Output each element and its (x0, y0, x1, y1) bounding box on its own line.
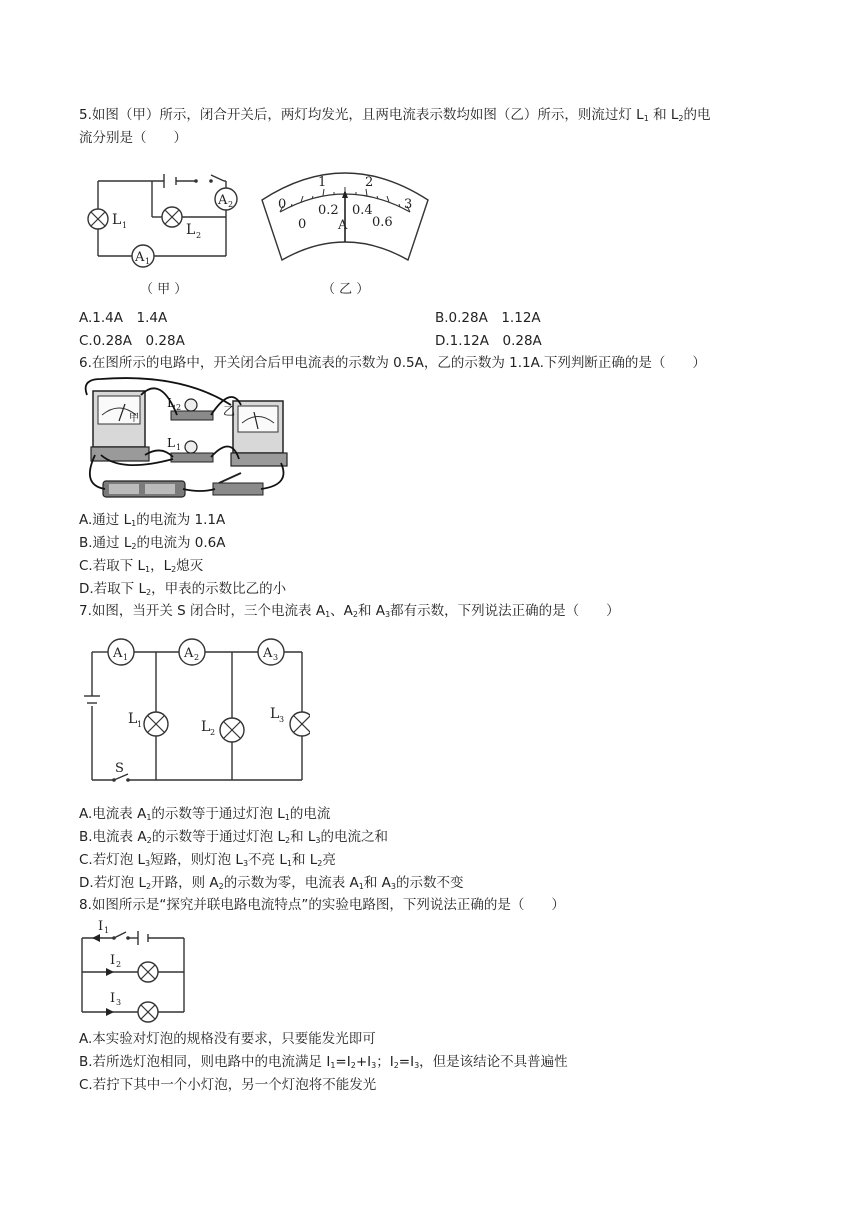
scale-label: 3 (404, 197, 413, 212)
sub: 3 (390, 882, 396, 891)
label-l1: L (128, 711, 138, 727)
text: 亮 (322, 852, 336, 868)
sub: 2 (131, 542, 137, 551)
text: 不亮 L (248, 852, 287, 868)
q8-option-c: C.若拧下其中一个小灯泡，另一个灯泡将不能发光 (79, 1077, 377, 1093)
label-sub: 3 (273, 653, 279, 662)
sub: 2 (678, 114, 684, 123)
sub: 3 (385, 610, 391, 619)
text: 短路，则灯泡 L (150, 852, 243, 868)
sub: 2 (146, 836, 152, 845)
q5-stem-part: 和 L (653, 107, 679, 123)
text: A.通过 L (79, 512, 132, 528)
text: ，L (150, 558, 172, 574)
sub: 2 (317, 859, 323, 868)
q5-stem-part: 5.如图（甲）所示，闭合开关后，两灯均发光，且两电流表示数均如图（乙）所示，则流过灯 L (79, 107, 644, 123)
label-sub: 1 (123, 653, 129, 662)
q6-option-d (79, 578, 286, 600)
label-sub: 2 (116, 960, 122, 969)
text: 开路，则 A (151, 875, 219, 891)
sub: 1 (358, 882, 364, 891)
q5-caption-jia: （ 甲 ） (140, 282, 188, 297)
lamp-1-icon (138, 962, 158, 982)
q5-dial-yi (258, 162, 432, 266)
text: 的示数不变 (395, 875, 464, 891)
lamp-l1-icon (88, 209, 108, 229)
sub: 3 (145, 859, 151, 868)
label-l3: L (270, 706, 280, 722)
text: 的电流 (289, 806, 331, 822)
text: ，但是该结论不具普遍性 (419, 1054, 568, 1070)
q7-circuit (84, 636, 310, 786)
text: D.若取下 L (79, 581, 146, 597)
label-i2: I (110, 953, 116, 968)
sub: 2 (146, 588, 152, 597)
text: 都有示数，下列说法正确的是（ ） (390, 603, 620, 619)
label-i3: I (110, 991, 116, 1006)
q5-option-b: B.0.28A 1.12A (435, 310, 541, 326)
unit-label: A (338, 218, 348, 233)
sub: 2 (218, 882, 224, 891)
text: 和 L (290, 829, 316, 845)
text: +I (355, 1054, 372, 1070)
label-a3: A (263, 646, 273, 661)
label-s: S (115, 761, 124, 776)
label-sub: 1 (104, 926, 110, 935)
sub: 1 (643, 114, 649, 123)
q7-option-c (79, 849, 336, 871)
label-l2: L (167, 396, 175, 410)
label-l1: L (112, 212, 122, 228)
q8-option-b (79, 1051, 568, 1073)
label-a1: A (113, 646, 123, 661)
lamp-l1-icon (144, 712, 168, 736)
text: 的电流为 1.1A (136, 512, 226, 528)
sub: 1 (145, 565, 151, 574)
label-sub: 3 (116, 998, 122, 1007)
label-sub: 2 (228, 200, 234, 209)
label-l1: L (167, 436, 175, 450)
label-jia: 甲 (129, 413, 139, 424)
q5-circuit-jia (76, 166, 248, 270)
scale-label: 1 (318, 175, 327, 190)
text: 和 A (363, 875, 391, 891)
q6-option-c (79, 555, 203, 577)
label-a1: A (135, 250, 145, 265)
label-sub: 1 (145, 257, 151, 266)
text: 的示数等于通过灯泡 L (151, 806, 285, 822)
sub: 3 (242, 859, 249, 868)
sub: 2 (285, 836, 291, 845)
label-sub: 3 (279, 715, 285, 724)
text: ；I (376, 1054, 394, 1070)
lamp-l2-icon (162, 207, 182, 227)
sub: 2 (393, 1061, 399, 1070)
scale-label: 0.4 (352, 203, 373, 218)
lamp-l2-icon (220, 718, 244, 742)
q5-option-c: C.0.28A 0.28A (79, 333, 185, 349)
q5-option-a: A.1.4A 1.4A (79, 310, 168, 326)
text: 、A (330, 603, 353, 619)
q8-circuit (78, 916, 190, 1026)
scale-label: 0.2 (318, 203, 339, 218)
label-sub: 2 (210, 728, 216, 737)
text: 熄灭 (176, 558, 204, 574)
sub: 2 (171, 565, 177, 574)
label-yi: 乙 (223, 404, 236, 418)
text: B.若所选灯泡相同，则电路中的电流满足 I (79, 1054, 331, 1070)
sub: 3 (371, 1061, 377, 1070)
label-sub: 2 (196, 231, 202, 240)
text: A.电流表 A (79, 806, 147, 822)
label-l2: L (186, 222, 196, 238)
sub: 2 (146, 882, 152, 891)
q5-caption-yi: （ 乙 ） (322, 282, 370, 297)
text: D.若灯泡 L (79, 875, 146, 891)
sub: 1 (325, 610, 331, 619)
label-sub: 2 (176, 403, 182, 412)
text: 的示数等于通过灯泡 L (151, 829, 285, 845)
q6-apparatus-photo (81, 375, 291, 505)
text: B.电流表 A (79, 829, 147, 845)
label-sub: 2 (194, 653, 200, 662)
lamp-l3-icon (290, 712, 310, 736)
label-i1: I (98, 919, 104, 934)
label-sub: 1 (137, 720, 143, 729)
text: 的电流之和 (320, 829, 388, 845)
scale-label: 0.6 (372, 215, 393, 230)
text: 和 A (358, 603, 386, 619)
label-a2: A (218, 193, 228, 208)
text: 7.如图，当开关 S 闭合时，三个电流表 A (79, 603, 326, 619)
text: B.通过 L (79, 535, 132, 551)
text: =I (398, 1054, 415, 1070)
text: ，甲表的示数比乙的小 (151, 581, 287, 597)
sub: 1 (131, 519, 137, 528)
q8-stem: 8.如图所示是“探究并联电路电流特点”的实验电路图，下列说法正确的是（ ） (79, 897, 565, 913)
text: 的示数为零，电流表 A (223, 875, 359, 891)
sub: 2 (352, 610, 358, 619)
q6-option-a (79, 509, 225, 531)
text: 的电流为 0.6A (136, 535, 226, 551)
q7-stem (79, 600, 620, 622)
scale-label: 2 (365, 175, 374, 190)
sub: 1 (330, 1061, 336, 1070)
q5-option-d: D.1.12A 0.28A (435, 333, 542, 349)
sub: 1 (284, 813, 290, 822)
q5-stem-line1 (79, 104, 711, 126)
text: C.若取下 L (79, 558, 146, 574)
sub: 2 (350, 1061, 356, 1070)
label-sub: 1 (176, 443, 182, 452)
q7-option-d (79, 872, 463, 894)
sub: 1 (146, 813, 152, 822)
label-l2: L (201, 719, 211, 735)
q8-option-a: A.本实验对灯泡的规格没有要求，只要能发光即可 (79, 1031, 376, 1047)
q5-stem-line2: 流分别是（ ） (79, 130, 187, 146)
text: 和 L (291, 852, 318, 868)
scale-label: 0 (278, 197, 287, 212)
sub: 1 (286, 859, 292, 868)
label-a2: A (184, 646, 194, 661)
q6-stem: 6.在图所示的电路中，开关闭合后甲电流表的示数为 0.5A，乙的示数为 1.1A.下列判断正确的是（ ） (79, 355, 706, 371)
text: =I (335, 1054, 351, 1070)
lamp-2-icon (138, 1002, 158, 1022)
q7-option-b (79, 826, 388, 848)
sub: 3 (315, 836, 321, 845)
scale-label: 0 (298, 217, 307, 232)
q7-option-a (79, 803, 330, 825)
text: C.若灯泡 L (79, 852, 146, 868)
q6-option-b (79, 532, 225, 554)
q5-stem-part: 的电 (683, 107, 711, 123)
sub: 3 (414, 1061, 420, 1070)
label-sub: 1 (122, 221, 128, 230)
